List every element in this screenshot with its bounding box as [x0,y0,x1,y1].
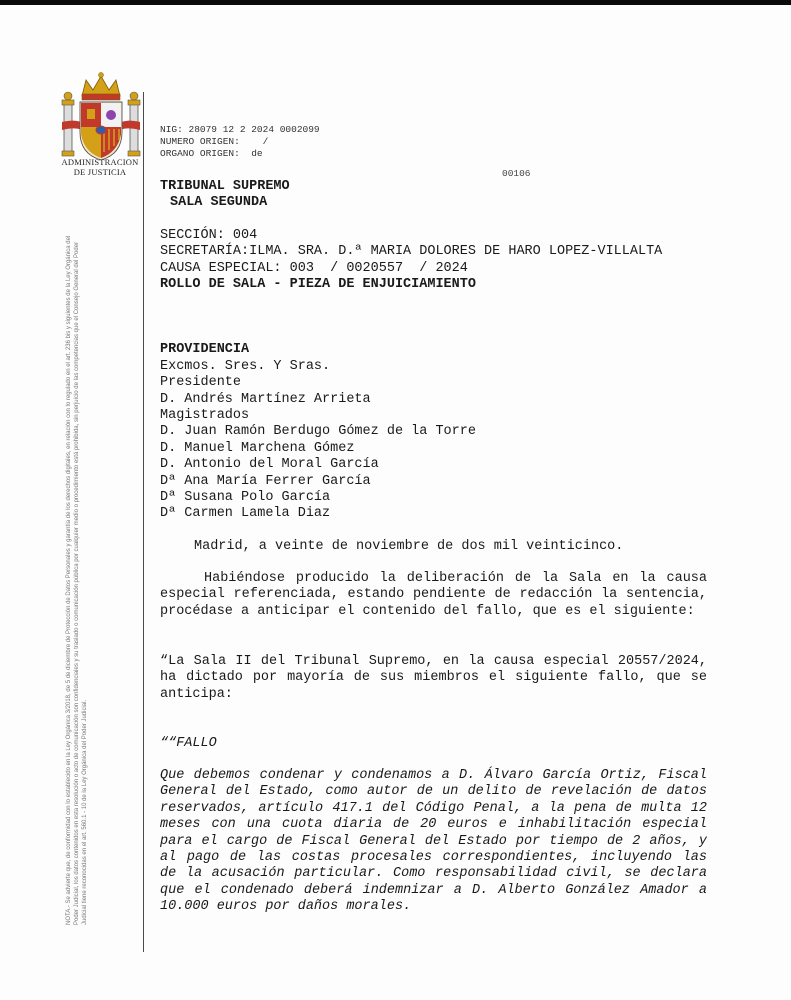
seccion-line: SECCIÓN: 004 [160,228,258,243]
member-line: D. Juan Ramón Berdugo Gómez de la Torre [160,424,476,439]
admin-label-line-2: DE JUSTICIA [73,166,127,177]
nig-line: NIG: 28079 12 2 2024 0002099 [160,124,320,135]
member-line: D. Antonio del Moral García [160,457,379,472]
member-line: Presidente [160,375,242,390]
paragraph-deliberation: Habiéndose producido la deliberación de la Sala en la causa especial referenciada, estando pendiente de redacción la sentencia, procédase a anticipar el contenido del fallo, que es el siguiente: [160,571,707,619]
member-line: D. Andrés Martínez Arrieta [160,392,371,407]
margin-rule [143,92,144,952]
causa-line: CAUSA ESPECIAL: 003 / 0020557 / 2024 [160,261,468,276]
coat-of-arms-emblem [60,70,142,166]
page-code: 00106 [502,168,531,179]
member-line: D. Manuel Marchena Gómez [160,441,355,456]
secretaria-line: SECRETARÍA:ILMA. SRA. D.ª MARIA DOLORES DE HARO LOPEZ-VILLALTA [160,244,663,259]
paragraph-sala-ii: “La Sala II del Tribunal Supremo, en la causa especial 20557/2024, ha dictado por mayoría de sus miembros el siguiente fallo, que se anticipa: [160,654,707,702]
sala-title: SALA SEGUNDA [170,195,268,210]
member-line: Dª Carmen Lamela Diaz [160,506,331,521]
fallo-heading: ““FALLO [160,736,217,751]
member-line: Dª Ana María Ferrer García [160,474,371,489]
administration-label [52,158,148,177]
member-line: Dª Susana Polo García [160,490,331,505]
providencia-title: PROVIDENCIA [160,342,250,357]
member-line: Excmos. Sres. Y Sras. [160,359,331,374]
member-line: Magistrados [160,408,250,423]
numero-origen-line: NUMERO ORIGEN: / [160,136,269,147]
tribunal-title: TRIBUNAL SUPREMO [160,179,290,194]
fallo-text: Que debemos condenar y condenamos a D. Álvaro García Ortiz, Fiscal General del Estado, como autor de un delito de revelación de datos reservados, artículo 417.1 del Código Penal, a la pena de multa 12 meses con una cuota diaria de 20 euros e inhabilitación especial para el cargo de Fiscal General del Estado por tiempo de 2 años, y al pago de las costas procesales correspondientes, incluyendo las de la acusación particular. Como responsabilidad civil, se declara que el condenado deberá indemnizar a D. Alberto González Amador a 10.000 euros por daños morales. [160,768,707,915]
organo-origen-line: ORGANO ORIGEN: de [160,148,263,159]
date-line: Madrid, a veinte de noviembre de dos mil veinticinco. [194,539,624,554]
rollo-line: ROLLO DE SALA - PIEZA DE ENJUICIAMIENTO [160,277,476,292]
privacy-side-note: NOTA.- Se advierte que, de conformidad con lo establecido en la Ley Orgánica 3/2018, de 5 de diciembre de Protección de Datos Personales y garantía de los derechos digitales, en relación con lo regulado en el art. 236 bis y siguientes de la Ley Orgánica del Poder Judicial, los datos contenidos en esta resolución o acto de comunicación son confidenciales y su traslado o comunicación pública por cualquier medio o procedimiento está prohibida, sin perjuicio de las competencias que el Consejo General del Poder Judicial tiene reconocidas en el art. 560.1 - 10 de la Ley Orgánica del Poder Judicial. [66,235,88,925]
admin-label-line-1: ADMINISTRACION [61,157,139,167]
